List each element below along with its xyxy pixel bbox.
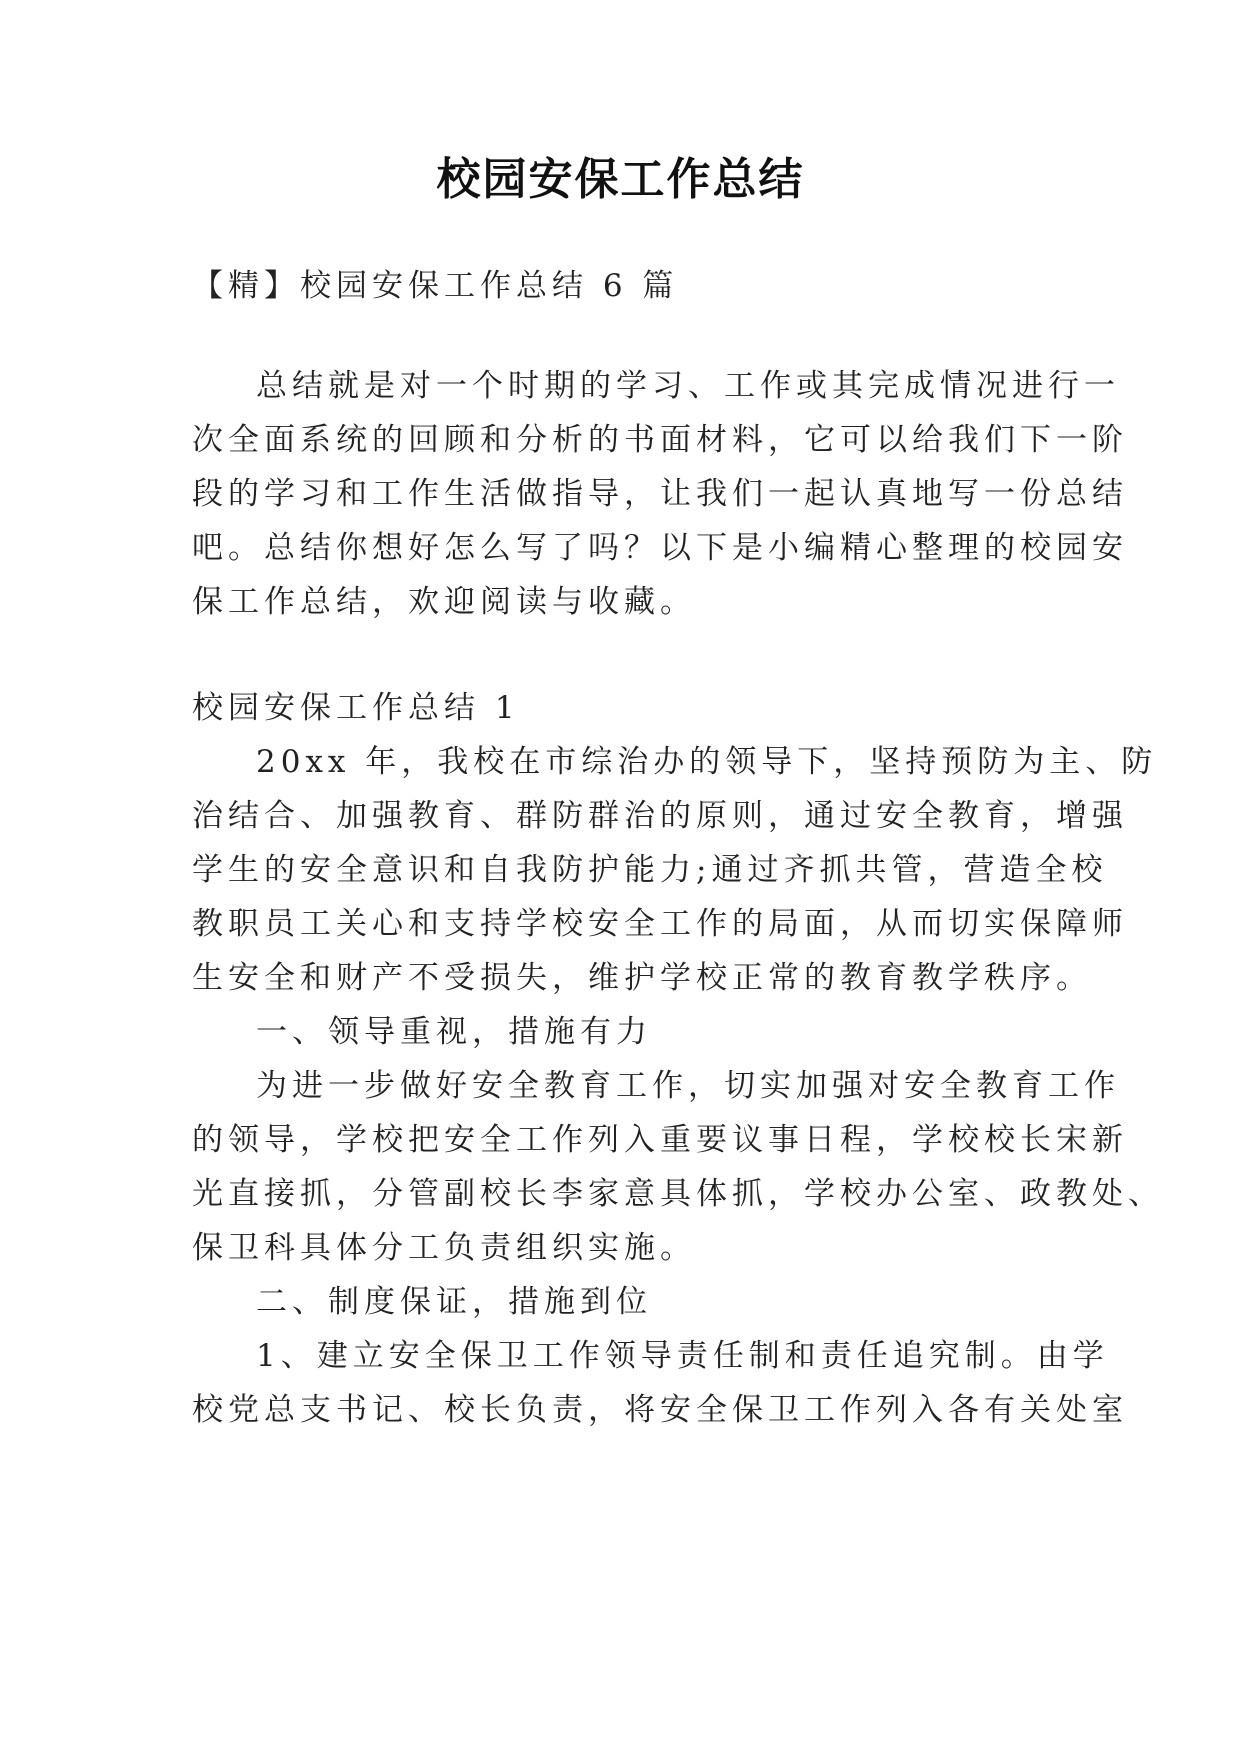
paragraph-line: 段的学习和工作生活做指导，让我们一起认真地写一份总结 bbox=[192, 476, 1128, 512]
paragraph-line: 总结就是对一个时期的学习、工作或其完成情况进行一 bbox=[256, 368, 1120, 404]
paragraph-line: 治结合、加强教育、群防群治的原则，通过安全教育，增强 bbox=[192, 798, 1128, 834]
paragraph-line: 校党总支书记、校长负责，将安全保卫工作列入各有关处室 bbox=[192, 1392, 1128, 1428]
paragraph-line: 生安全和财产不受损失，维护学校正常的教育教学秩序。 bbox=[192, 960, 1092, 996]
paragraph-line: 为进一步做好安全教育工作，切实加强对安全教育工作 bbox=[256, 1068, 1120, 1104]
paragraph-line: 光直接抓，分管副校长李家意具体抓，学校办公室、政教处、 bbox=[192, 1176, 1164, 1212]
paragraph-line: 学生的安全意识和自我防护能力;通过齐抓共管，营造全校 bbox=[192, 852, 1108, 888]
paragraph-line: 教职员工关心和支持学校安全工作的局面，从而切实保障师 bbox=[192, 906, 1128, 942]
subsection-heading: 一、领导重视，措施有力 bbox=[256, 1014, 652, 1050]
paragraph-line: 保卫科具体分工负责组织实施。 bbox=[192, 1230, 696, 1266]
document-subtitle: 【精】校园安保工作总结 6 篇 bbox=[192, 268, 679, 304]
paragraph-line: 的领导，学校把安全工作列入重要议事日程，学校校长宋新 bbox=[192, 1122, 1128, 1158]
section-heading: 校园安保工作总结 1 bbox=[192, 690, 520, 726]
document-title: 校园安保工作总结 bbox=[436, 154, 805, 205]
paragraph-line: 20xx 年，我校在市综治办的领导下，坚持预防为主、防 bbox=[256, 744, 1158, 780]
paragraph-line: 吧。总结你想好怎么写了吗？以下是小编精心整理的校园安 bbox=[192, 530, 1128, 566]
paragraph-line: 1、建立安全保卫工作领导责任制和责任追究制。由学 bbox=[256, 1338, 1109, 1374]
paragraph-line: 保工作总结，欢迎阅读与收藏。 bbox=[192, 584, 696, 620]
paragraph-line: 次全面系统的回顾和分析的书面材料，它可以给我们下一阶 bbox=[192, 422, 1128, 458]
subsection-heading: 二、制度保证，措施到位 bbox=[256, 1284, 652, 1320]
